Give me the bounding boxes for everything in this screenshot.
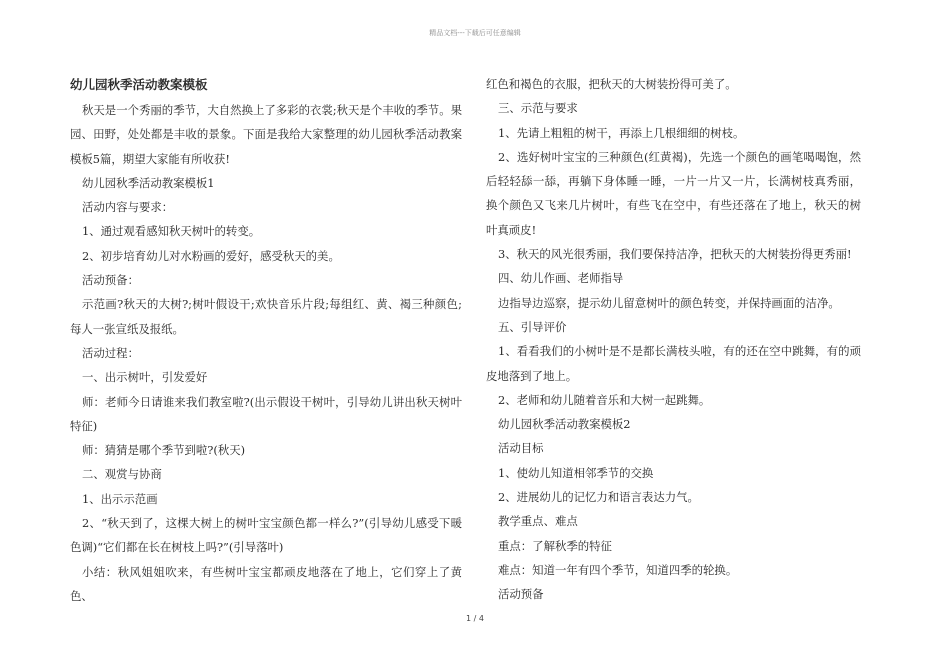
paragraph: 1、先请上粗粗的树干，再添上几根细细的树枝。 — [498, 125, 745, 140]
paragraph: 活动内容与要求： — [82, 200, 174, 215]
paragraph: 1、使幼儿知道相邻季节的交换 — [498, 465, 654, 480]
paragraph: 教学重点、难点 — [498, 514, 578, 529]
paragraph: 活动预备 — [498, 587, 544, 602]
paragraph-continued: 红色和褐色的衣服，把秋天的大树装扮得可美了。 — [486, 77, 737, 91]
page-header-note: 精品文档---下载后可任意编辑 — [429, 29, 521, 37]
paragraph: 2、选好树叶宝宝的三种颜色(红黄褐)，先选一个颜色的画笔喝喝饱，然后轻轻舔一舔，再躺下身体睡一睡，一片一片又一片，长满树枝真秀丽，换个颜色又飞来几片树叶，有些飞在空中，有些还落在了地上，秋天的树叶真顽皮! — [486, 149, 861, 237]
paragraph: 2、初步培育幼儿对水粉画的爱好，感受秋天的美。 — [82, 248, 340, 263]
paragraph: 活动过程： — [82, 345, 139, 360]
paragraph: 2、进展幼儿的记忆力和语言表达力气。 — [498, 490, 699, 505]
page-number: 1 / 4 — [466, 614, 484, 623]
paragraph: 3、秋天的风光很秀丽，我们要保持洁净，把秋天的大树装扮得更秀丽! — [498, 247, 852, 262]
right-column — [486, 72, 861, 607]
paragraph: 师：老师今日请谁来我们教室啦?(出示假设干树叶，引导幼儿讲出秋天树叶特征) — [70, 394, 462, 433]
paragraph: 活动目标 — [498, 441, 544, 456]
paragraph: 重点：了解秋季的特征 — [498, 538, 612, 553]
paragraph: 幼儿园秋季活动教案模板1 — [82, 175, 215, 190]
paragraph: 秋天是一个秀丽的季节，大自然换上了多彩的衣裳;秋天是个丰收的季节。果园、田野，处处都是丰收的景象。下面是我给大家整理的幼儿园秋季活动教案模板5篇，期望大家能有所收获! — [70, 103, 462, 166]
paragraph: 幼儿园秋季活动教案模板2 — [498, 417, 631, 432]
paragraph: 2、老师和幼儿随着音乐和大树一起跳舞。 — [498, 392, 711, 407]
paragraph: 1、通过观看感知秋天树叶的转变。 — [82, 224, 261, 239]
paragraph: 2、“秋天到了，这棵大树上的树叶宝宝颜色都一样么?”(引导幼儿感受下暖色调)“它们都在长在树枝上吗?”(引导落叶) — [70, 516, 462, 555]
paragraph: 活动预备： — [82, 273, 139, 288]
paragraph: 难点：知道一年有四个季节，知道四季的轮换。 — [498, 562, 738, 577]
paragraph: 示范画?秋天的大树?;树叶假设干;欢快音乐片段;每组红、黄、褐三种颜色;每人一张宣纸及报纸。 — [70, 297, 462, 336]
left-paragraphs — [70, 98, 462, 608]
paragraph: 五、引导评价 — [498, 319, 567, 334]
paragraph: 小结：秋风姐姐吹来，有些树叶宝宝都顽皮地落在了地上，它们穿上了黄色、 — [70, 564, 462, 603]
paragraph: 师：猜猜是哪个季节到啦?(秋天) — [82, 443, 246, 458]
paragraph: 三、示范与要求 — [498, 101, 578, 116]
paragraph: 二、观赏与协商 — [82, 467, 162, 482]
paragraph: 四、幼儿作画、老师指导 — [498, 271, 624, 286]
paragraph: 边指导边巡察，提示幼儿留意树叶的颜色转变，并保持画面的洁净。 — [498, 295, 840, 310]
paragraph: 1、看看我们的小树叶是不是都长满枝头啦，有的还在空中跳舞，有的顽皮地落到了地上。 — [486, 344, 861, 383]
left-column — [70, 72, 462, 608]
document-title: 幼儿园秋季活动教案模板 — [70, 77, 208, 92]
paragraph: 一、出示树叶，引发爱好 — [82, 370, 208, 385]
paragraph: 1、出示示范画 — [82, 491, 158, 506]
